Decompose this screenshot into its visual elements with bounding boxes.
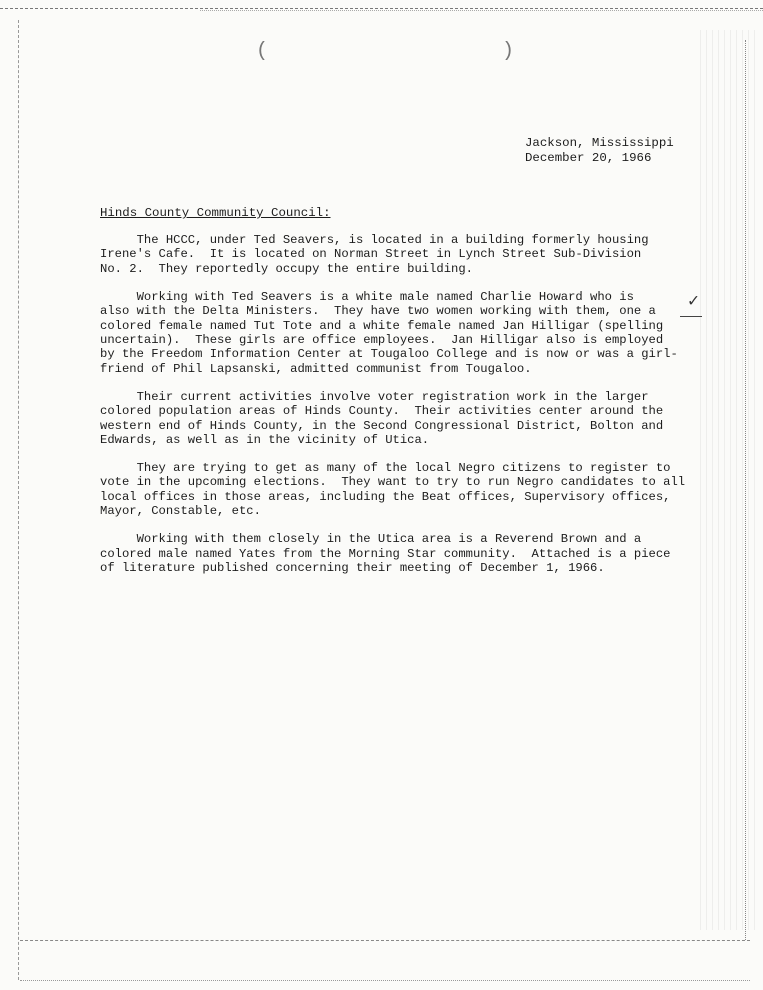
right-edge-noise [700, 30, 760, 930]
paragraph-1 [100, 233, 680, 276]
text-line: western end of Hinds County, in the Second Congressional District, Bolton and [100, 418, 664, 433]
top-border-dotted [200, 10, 763, 11]
text-line: Their current activities involve voter registration work in the larger [100, 389, 649, 404]
text-line: They are trying to get as many of the local Negro citizens to register to [100, 461, 671, 476]
bottom-border [20, 940, 750, 941]
text-line: Working with them closely in the Utica area is a Reverend Brown and a [100, 532, 642, 547]
text-line: uncertain). These girls are office employees. Jan Hilligar also is employed [100, 333, 664, 348]
text-line: No. 2. They reportedly occupy the entire building. [100, 261, 473, 276]
text-line: Mayor, Constable, etc. [100, 504, 261, 519]
text-line: The HCCC, under Ted Seavers, is located in a building formerly housing [100, 233, 649, 247]
text-line: vote in the upcoming elections. They want to try to run Negro candidates to all [100, 475, 686, 490]
text-line: colored population areas of Hinds County. Their activities center around the [100, 404, 664, 419]
text-line: colored female named Tut Tote and a white female named Jan Hilligar (spelling [100, 318, 664, 333]
paragraph-3 [100, 390, 680, 448]
left-border [18, 20, 19, 980]
dateline [525, 136, 674, 166]
checkmark-icon: ✓ [688, 292, 699, 312]
memo-body [100, 233, 686, 589]
right-edge-line [745, 40, 746, 940]
top-border [0, 8, 763, 9]
bottom-border-dotted [20, 980, 750, 981]
text-line: of literature published concerning their meeting of December 1, 1966. [100, 561, 605, 576]
punch-hole-left-icon: ( [256, 40, 269, 63]
location-text: Jackson, Mississippi [525, 136, 674, 150]
text-line: colored male named Yates from the Morning Star community. Attached is a piece [100, 546, 671, 561]
paragraph-4 [100, 461, 686, 519]
text-line: Irene's Cafe. It is located on Norman Street in Lynch Street Sub-Division [100, 247, 642, 262]
text-line: local offices in those areas, including the Beat offices, Supervisory offices, [100, 489, 671, 504]
margin-dash [680, 316, 702, 317]
punch-hole-right-icon: ) [502, 40, 515, 63]
text-line: Edwards, as well as in the vicinity of Utica. [100, 433, 430, 448]
paragraph-5 [100, 532, 680, 575]
section-heading: Hinds County Community Council: [100, 206, 331, 220]
date-text: December 20, 1966 [525, 151, 652, 165]
text-line: also with the Delta Ministers. They have two women working with them, one a [100, 304, 656, 319]
text-line: friend of Phil Lapsanski, admitted communist from Tougaloo. [100, 361, 532, 376]
text-line: by the Freedom Information Center at Tougaloo College and is now or was a girl- [100, 347, 678, 362]
text-line: Working with Ted Seavers is a white male named Charlie Howard who is [100, 289, 634, 304]
paragraph-2 [100, 290, 680, 376]
